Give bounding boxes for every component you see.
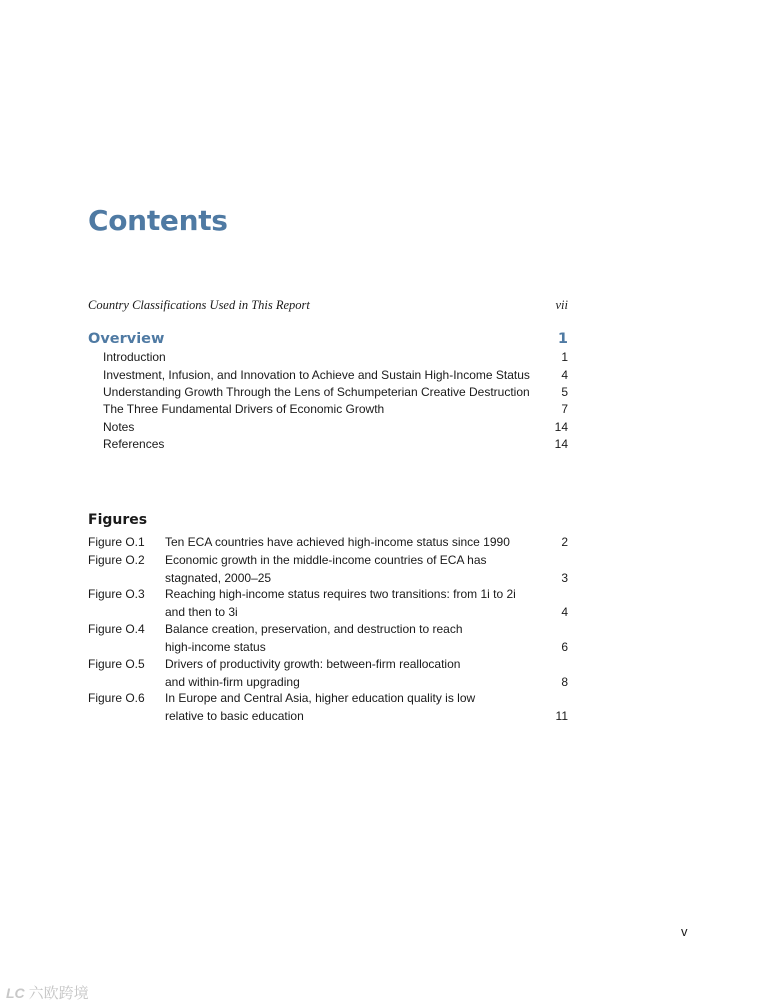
toc-entry[interactable] — [88, 436, 568, 453]
toc-entry-page: vii — [555, 298, 568, 312]
toc-section-overview[interactable] — [88, 330, 568, 348]
figure-entry[interactable] — [88, 656, 568, 691]
toc-entry-label: References — [103, 437, 165, 451]
toc-entry[interactable] — [88, 419, 568, 436]
figure-page: 2 — [561, 535, 568, 549]
toc-entry-page: 14 — [554, 420, 568, 434]
toc-entry[interactable] — [88, 349, 568, 366]
figure-page: 4 — [561, 604, 568, 619]
figure-caption — [165, 621, 535, 656]
toc-entry-country-classifications[interactable] — [88, 297, 568, 314]
figure-page: 11 — [555, 708, 568, 723]
figure-caption-line: Reaching high-income status requires two transitions: from 1i to 2i — [165, 587, 516, 601]
toc-entry-label: Country Classifications Used in This Report — [88, 298, 310, 312]
toc-entry[interactable] — [88, 367, 568, 384]
figure-caption-line: Ten ECA countries have achieved high-income status since 1990 — [165, 535, 510, 549]
figure-number: Figure O.5 — [88, 657, 145, 671]
figure-entry[interactable] — [88, 552, 568, 587]
section-heading-label: Overview — [88, 331, 165, 347]
watermark-logo-icon: LC — [6, 984, 25, 1001]
toc-entry[interactable] — [88, 401, 568, 418]
watermark — [6, 982, 89, 1003]
figure-entry[interactable] — [88, 586, 568, 621]
figure-caption-line: Balance creation, preservation, and destruction to reach — [165, 622, 463, 636]
figure-page: 8 — [561, 674, 568, 689]
figure-caption-line: relative to basic education — [165, 708, 304, 723]
figure-number: Figure O.6 — [88, 691, 145, 705]
figure-caption — [165, 656, 535, 691]
toc-entry-label: Understanding Growth Through the Lens of Schumpeterian Creative Destruction — [103, 385, 530, 399]
page-title: Contents — [88, 204, 228, 237]
toc-entry-page: 1 — [561, 350, 568, 364]
figure-entry[interactable] — [88, 690, 568, 725]
toc-entry-page: 7 — [561, 402, 568, 416]
section-heading-page: 1 — [557, 331, 568, 347]
watermark-text: 六欧跨境 — [28, 985, 89, 1002]
page-number: v — [681, 924, 688, 939]
toc-entry-label: Notes — [103, 420, 135, 434]
toc-entry-label: Investment, Infusion, and Innovation to Achieve and Sustain High-Income Status — [103, 368, 530, 382]
toc-entry-label: Introduction — [103, 350, 166, 364]
figure-caption — [165, 690, 535, 725]
figure-entry[interactable] — [88, 621, 568, 656]
figure-caption-line: high-income status — [165, 639, 266, 654]
figure-number: Figure O.4 — [88, 622, 145, 636]
toc-entry-page: 5 — [561, 385, 568, 399]
figure-page: 6 — [561, 639, 568, 654]
figure-caption — [165, 552, 535, 587]
figures-heading: Figures — [88, 512, 148, 528]
toc-entry-label: The Three Fundamental Drivers of Economic Growth — [103, 402, 385, 416]
figure-caption-line: Drivers of productivity growth: between-firm reallocation — [165, 657, 461, 671]
figure-page: 3 — [561, 570, 568, 585]
toc-entry[interactable] — [88, 384, 568, 401]
figure-number: Figure O.3 — [88, 587, 145, 601]
figure-number: Figure O.2 — [88, 553, 145, 567]
figure-caption-line: stagnated, 2000–25 — [165, 570, 272, 585]
figure-number: Figure O.1 — [88, 535, 145, 549]
figure-caption-line: In Europe and Central Asia, higher education quality is low — [165, 691, 476, 705]
toc-entry-page: 4 — [561, 368, 568, 382]
figure-caption — [165, 586, 535, 621]
figure-caption-line: and then to 3i — [165, 604, 238, 619]
figure-entry[interactable] — [88, 534, 568, 552]
toc-entry-page: 14 — [554, 437, 568, 451]
figure-caption-line: and within-firm upgrading — [165, 674, 300, 689]
figure-caption-line: Economic growth in the middle-income countries of ECA has — [165, 553, 487, 567]
figure-caption — [165, 534, 535, 552]
